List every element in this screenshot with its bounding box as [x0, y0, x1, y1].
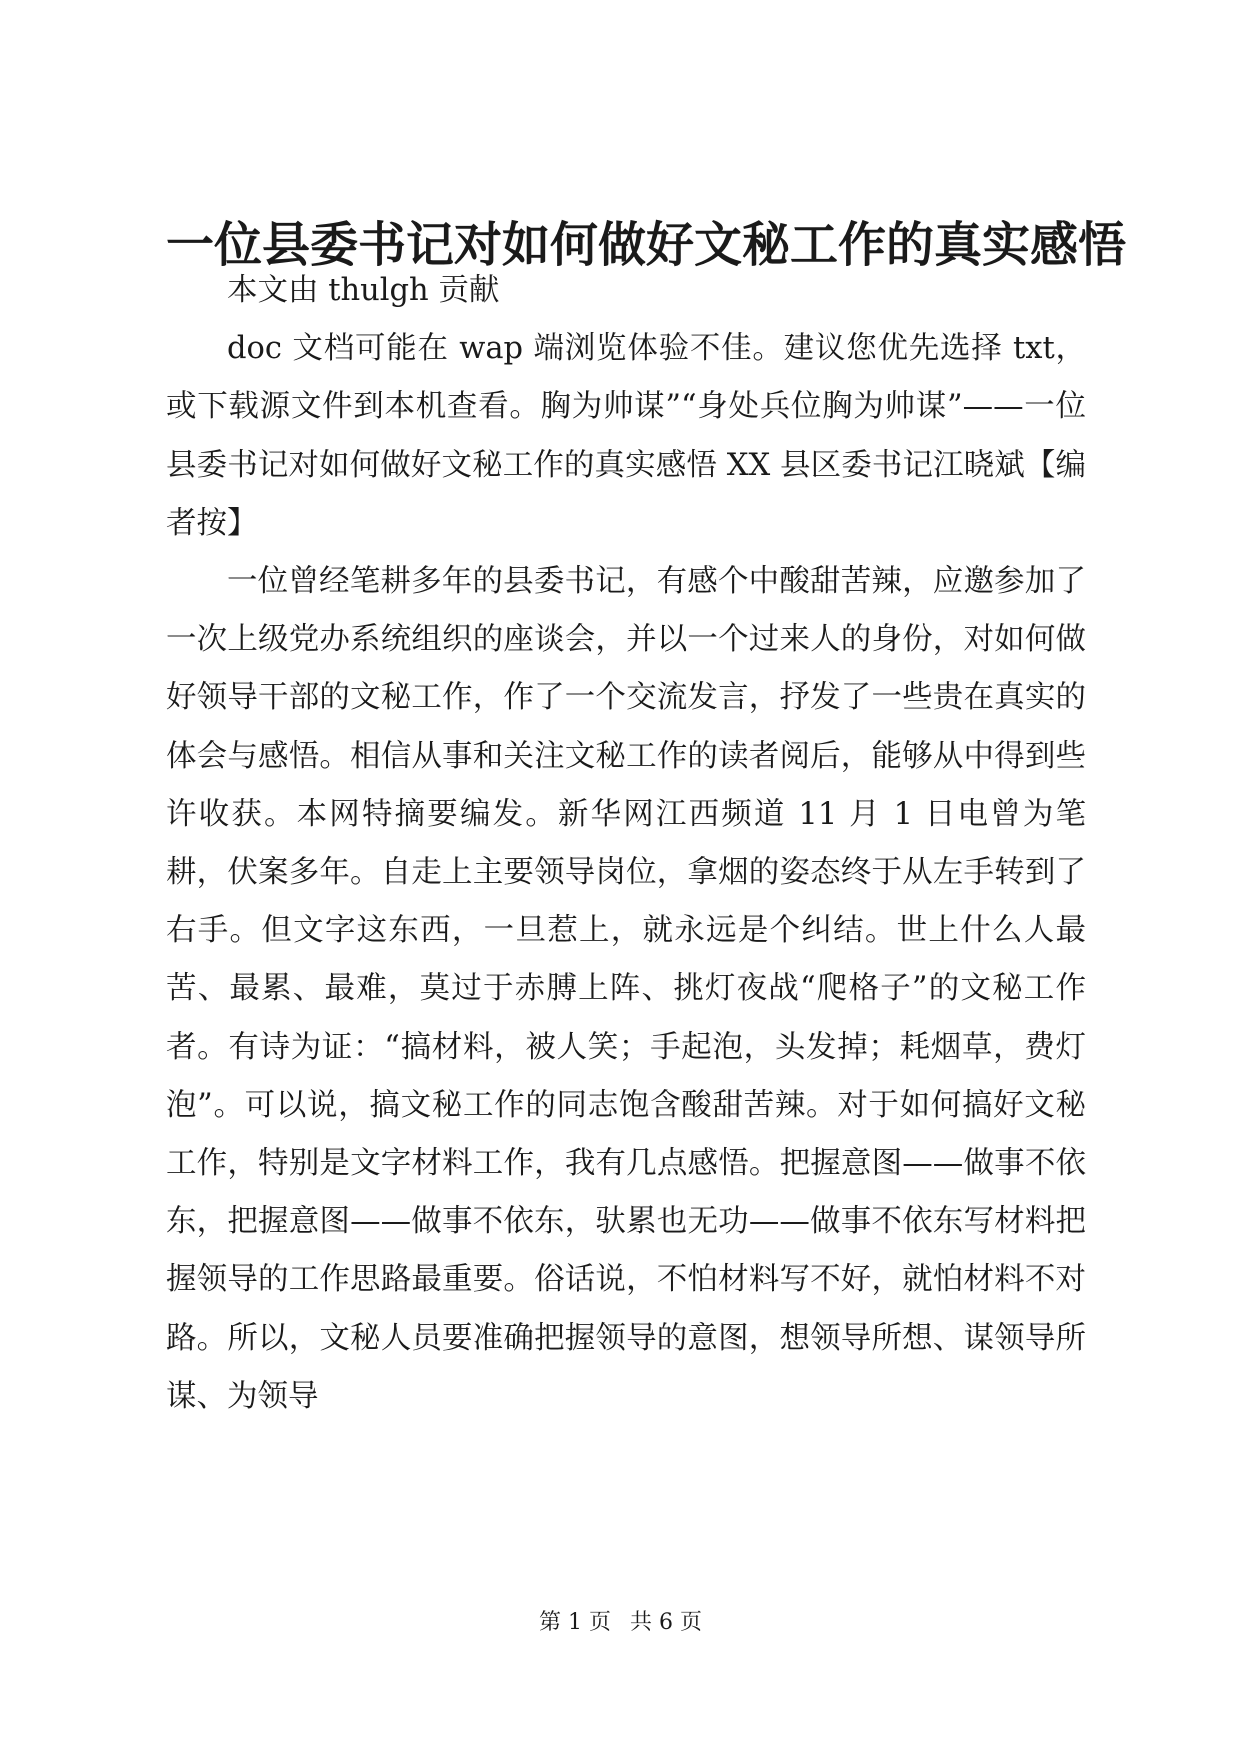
document-body — [166, 262, 1086, 1426]
page-total: 共 6 页 — [630, 1610, 702, 1635]
paragraph: doc 文档可能在 wap 端浏览体验不佳。建议您优先选择 txt，或下载源文件到本机查看。胸为帅谋”“身处兵位胸为帅谋”——一位县委书记对如何做好文秘工作的真实感悟 XX 县区委书记江晓斌【编者按】 — [166, 331, 1086, 541]
contributor-line: 本文由 thulgh 贡献 — [227, 273, 500, 308]
page-footer — [0, 1608, 1241, 1638]
page-number: 第 1 页 — [539, 1610, 611, 1635]
document-title: 一位县委书记对如何做好文秘工作的真实感悟 — [166, 217, 1127, 273]
paragraph: 一位曾经笔耕多年的县委书记，有感个中酸甜苦辣，应邀参加了一次上级党办系统组织的座谈会，并以一个过来人的身份，对如何做好领导干部的文秘工作，作了一个交流发言，抒发了一些贵在真实的体会与感悟。相信从事和关注文秘工作的读者阅后，能够从中得到些许收获。本网特摘要编发。新华网江西频道 11 月 1 日电曾为笔耕，伏案多年。自走上主要领导岗位，拿烟的姿态终于从左手转到了右手。但文字这东西，一旦惹上，就永远是个纠结。世上什么人最苦、最累、最难，莫过于赤膊上阵、挑灯夜战“爬格子”的文秘工作者。有诗为证：“搞材料，被人笑；手起泡，头发掉；耗烟草，费灯泡”。可以说，搞文秘工作的同志饱含酸甜苦辣。对于如何搞好文秘工作，特别是文字材料工作，我有几点感悟。把握意图——做事不依东，把握意图——做事不依东，驮累也无功——做事不依东写材料把握领导的工作思路最重要。俗话说，不怕材料写不好，就怕材料不对路。所以，文秘人员要准确把握领导的意图，想领导所想、谋领导所谋、为领导 — [166, 564, 1086, 1414]
